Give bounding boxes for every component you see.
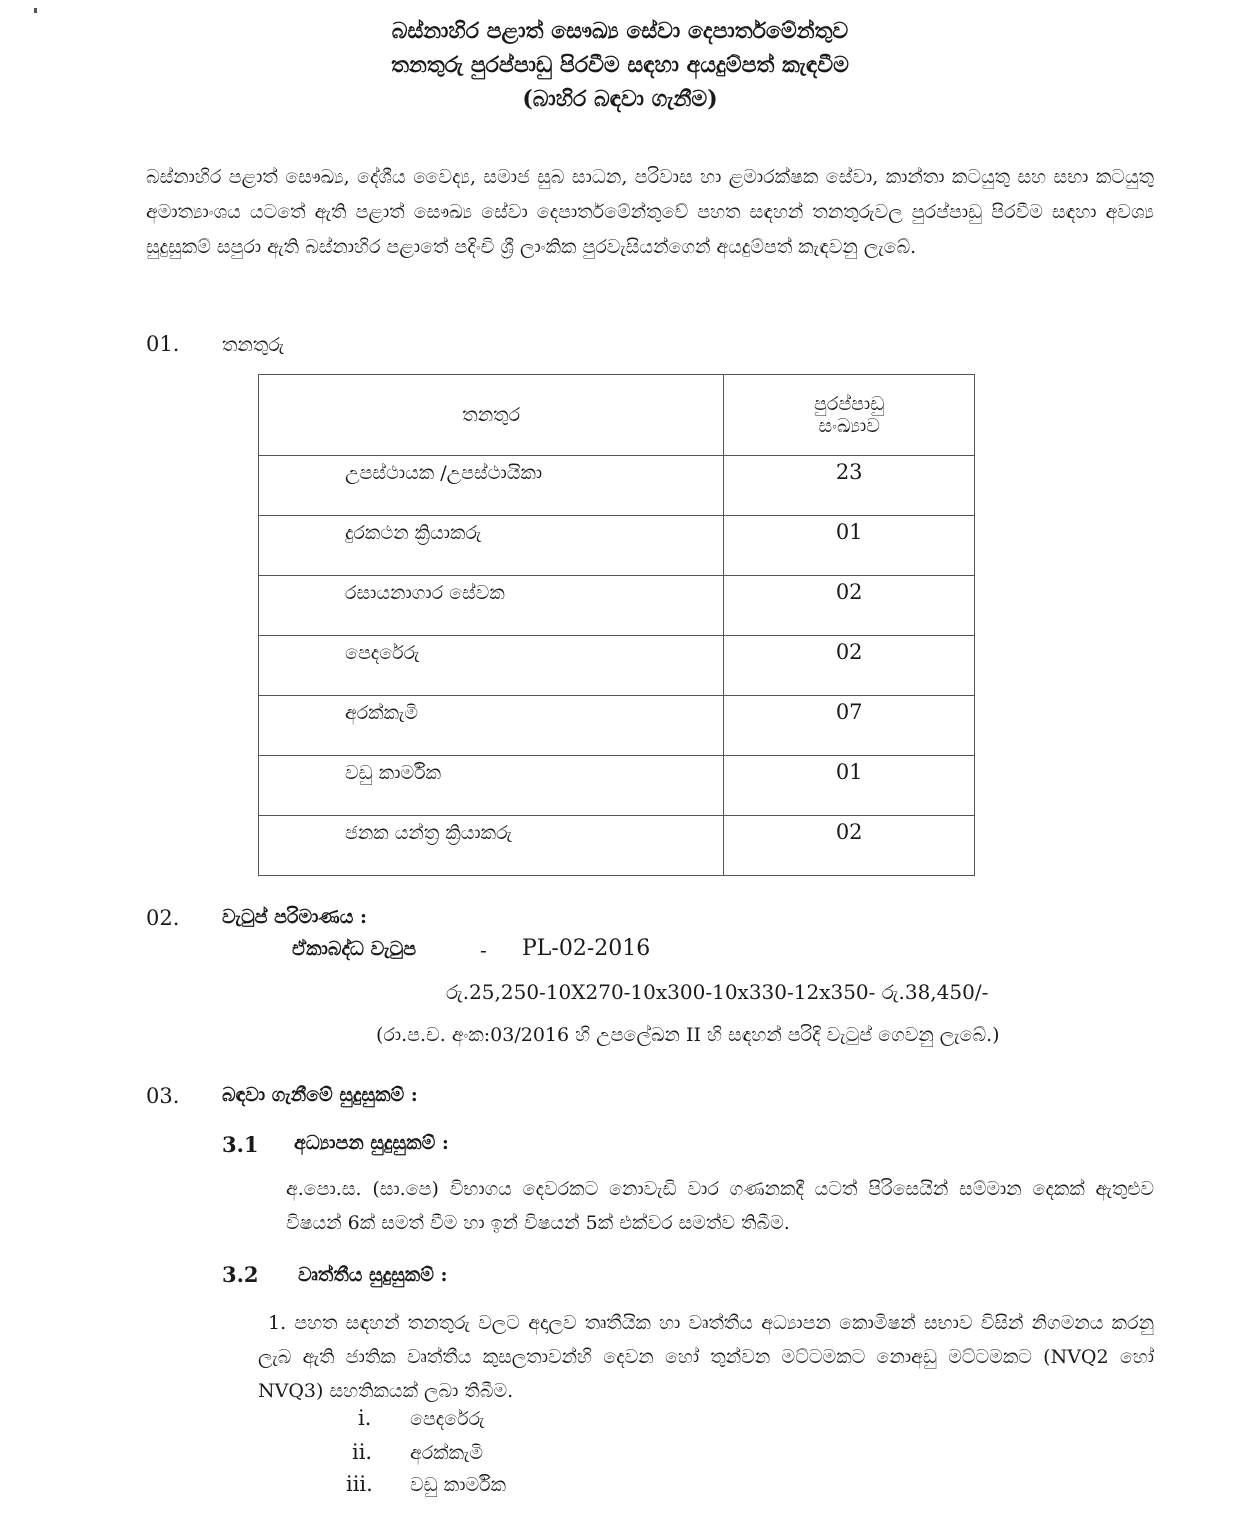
table-row	[259, 816, 975, 876]
vacancy-count: 01	[724, 516, 975, 576]
subsection-3-2-title: වෘත්තීය සුදුසුකම් :	[298, 1264, 448, 1286]
col-post-header	[259, 375, 724, 456]
vacancy-count: 02	[724, 576, 975, 636]
salary-note: (රා.ප.ච. අංක:03/2016 හි උපලේඛන II හි සඳහන් පරිදි වැටුප් ගෙවනු ලැබේ.)	[376, 1024, 1000, 1046]
col-count-header-line2: සංඛ්‍යාව	[818, 415, 880, 437]
post-name: රසායනාගාර සේවක	[259, 576, 724, 636]
salary-code: PL-02-2016	[522, 936, 651, 961]
consolidated-salary-label: ඒකාබද්ධ වැටුප	[292, 938, 417, 960]
subsection-3-2-number: 3.2	[222, 1262, 259, 1287]
vacancy-count: 02	[724, 636, 975, 696]
intro-paragraph: බස්නාහිර පළාත් සෞඛ්‍ය, දේශීය වෛද්‍ය, සමාජ සුබ සාධන, පරිවාස හා ළමාරක්ෂක සේවා, කාන්තා කටයුතු සහ සභා කටයුතු අමාත්‍යාංශය යටතේ ඇති පළාත් සෞඛ්‍ය සේවා දෙපාර්තමේන්තුවේ පහත සඳහන් තනතුරුවල පුරප්පාඩු පිරවීම සඳහා අවශ්‍ය සුදුසුකම් සපුරා ඇති බස්නාහිර පළාතේ පදිංචි ශ්‍රී ලාංකික පුරවැසියන්ගෙන් අයදුම්පත් කැඳවනු ලැබේ.	[146, 166, 1154, 258]
table-header-row	[259, 375, 975, 456]
post-name: අරක්කැමි	[259, 696, 724, 756]
table-row	[259, 456, 975, 516]
header-line-1: බස්නාහිර පළාත් සෞඛ්‍ය සේවා දෙපාර්තමේන්තුව	[391, 18, 849, 44]
post-name: පෙදරේරු	[259, 636, 724, 696]
post-name: වඩු කාර්මික	[259, 756, 724, 816]
vacancy-count: 02	[724, 816, 975, 876]
table-row	[259, 516, 975, 576]
salary-scale: රු.25,250-10X270-10x300-10x330-12x350- රු.38,450/-	[446, 980, 989, 1004]
subsection-3-1-title: අධ්‍යාපන සුදුසුකම් :	[294, 1132, 449, 1154]
list-numeral: iii.	[346, 1472, 373, 1496]
list-numeral: i.	[358, 1406, 372, 1430]
subsection-3-1-number: 3.1	[222, 1132, 259, 1157]
section-1-title: තනතුරු	[222, 334, 285, 356]
list-item: අරක්කැමි	[410, 1442, 483, 1464]
education-qualification-text: අ.පො.ස. (සා.පෙ) විභාගය දෙවරකට නොවැඩි වාර ගණනකදී යටත් පිරිසෙයින් සම්මාන දෙකක් ඇතුළුව විෂයන් 6ක් සමත් වීම හා ඉන් විෂයන් 5ක් එක්වර සමත්ව තිබීම.	[286, 1178, 1154, 1234]
table-row	[259, 636, 975, 696]
list-numeral: ii.	[352, 1440, 373, 1464]
post-name: දුරකථන ක්‍රියාකරු	[259, 516, 724, 576]
header-line-2: තනතුරු පුරප්පාඩු පිරවීම සඳහා අයදුම්පත් කැඳවීම	[391, 52, 849, 78]
vacancy-count: 01	[724, 756, 975, 816]
section-3-number: 03.	[146, 1084, 180, 1108]
section-1-number: 01.	[146, 332, 180, 356]
table-row	[259, 756, 975, 816]
post-name: උපස්ථායක /උපස්ථායිකා	[259, 456, 724, 516]
vacancy-count: 23	[724, 456, 975, 516]
vacancy-count: 07	[724, 696, 975, 756]
section-3-title: බඳවා ගැනීමේ සුදුසුකම් :	[222, 1084, 418, 1106]
table-row	[259, 576, 975, 636]
table-row	[259, 696, 975, 756]
col-count-header-line1: පුරප්පාඩු	[813, 393, 885, 415]
posts-table	[258, 374, 975, 876]
list-item: වඩු කාර්මික	[410, 1474, 507, 1496]
header-line-3: (බාහිර බඳවා ගැනීම)	[522, 86, 718, 112]
scan-speck	[34, 8, 37, 13]
list-item: පෙදරේරු	[410, 1408, 485, 1430]
col-count-header	[724, 375, 975, 456]
salary-dash: -	[480, 938, 487, 962]
col-post-header-label: තනතුර	[462, 404, 521, 426]
section-2-title: වැටුප් පරිමාණය :	[222, 906, 367, 928]
post-name: ජනක යන්ත්‍ර ක්‍රියාකරු	[259, 816, 724, 876]
section-2-number: 02.	[146, 906, 180, 930]
vocational-qualification-text: 1. පහත සඳහන් තනතුරු වලට අදාලව තෘතීයික හා වෘත්තීය අධ්‍යාපන කොමිෂන් සභාව විසින් නිගමනය කරනු ලැබ ඇති ජාතික වෘත්තීය කුසලතාවන්හි දෙවන හෝ තුන්වන මට්ටමකට නොඅඩු මට්ටමකට (NVQ2 හෝ NVQ3) සහතිකයක් ලබා තිබීම.	[258, 1312, 1154, 1402]
